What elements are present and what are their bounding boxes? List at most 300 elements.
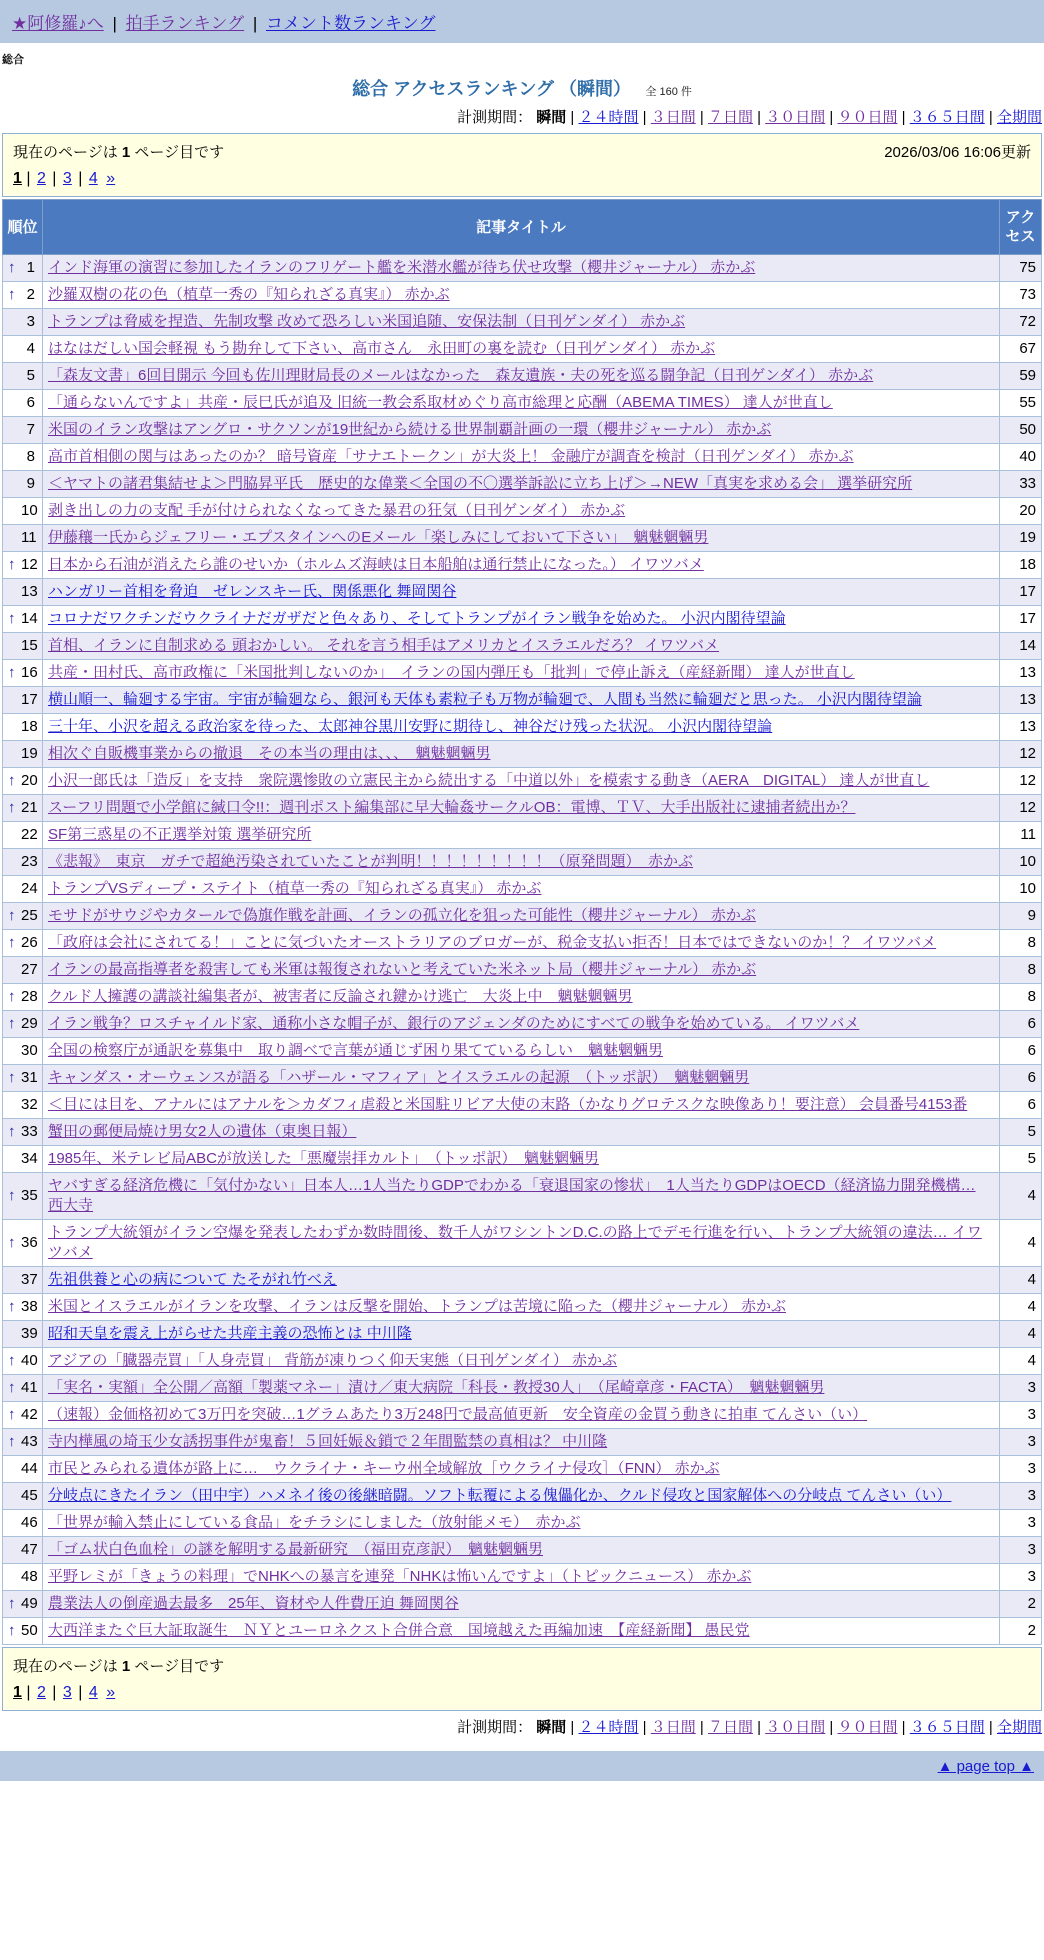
- title-cell: [43, 633, 1000, 660]
- rank-number: 50: [21, 1622, 38, 1639]
- article-link[interactable]: 相次ぐ自販機事業からの撤退 その本当の理由は、、、 魑魅魍魎男: [48, 745, 491, 762]
- title-cell: [43, 1591, 1000, 1618]
- pagination-page[interactable]: 2: [36, 170, 46, 187]
- rank-cell: [3, 687, 43, 714]
- topbar-link[interactable]: 拍手ランキング: [125, 14, 245, 33]
- top-link-bar: ★阿修羅♪へ | 拍手ランキング | コメント数ランキング: [0, 0, 1044, 43]
- article-link[interactable]: 1985年、米テレビ局ABCが放送した「悪魔崇拝カルト」 （トッポ訳） 魑魅魍魎男: [48, 1150, 599, 1167]
- table-row: [3, 1173, 1042, 1220]
- article-link[interactable]: 昭和天皇を震え上がらせた共産主義の恐怖とは 中川隆: [48, 1325, 412, 1342]
- topbar-link[interactable]: ★阿修羅♪へ: [12, 14, 104, 33]
- access-count: 3: [1000, 1483, 1042, 1510]
- access-count: 6: [1000, 1092, 1042, 1119]
- access-count: 13: [1000, 714, 1042, 741]
- access-count: 14: [1000, 633, 1042, 660]
- article-link[interactable]: 「通らないんですよ」共産・辰巳氏が追及 旧統一教会系取材めぐり高市総理と応酬（ABEMA TIMES） 達人が世直し: [48, 394, 833, 411]
- rank-cell: [3, 525, 43, 552]
- rank-cell: [3, 606, 43, 633]
- title-cell: [43, 1173, 1000, 1220]
- up-arrow-icon: ↑: [8, 1298, 16, 1315]
- period-link[interactable]: ７日間: [707, 1719, 753, 1736]
- access-count: 33: [1000, 471, 1042, 498]
- up-arrow-icon: ↑: [8, 1015, 16, 1032]
- rank-cell: [3, 1038, 43, 1065]
- rank-number: 48: [21, 1568, 38, 1585]
- rank-number: 35: [21, 1187, 38, 1204]
- rank-cell: [3, 282, 43, 309]
- rank-number: 42: [21, 1406, 38, 1423]
- title-cell: [43, 1267, 1000, 1294]
- title-cell: [43, 1220, 1000, 1267]
- article-link[interactable]: SF第三惑星の不正選挙対策 選挙研究所: [48, 826, 312, 843]
- rank-cell: [3, 1294, 43, 1321]
- rank-cell: [3, 1537, 43, 1564]
- period-links-bottom: 計測期間： 瞬間 | ２４時間 | ３日間 | ７日間 | ３０日間 | ９０日間 | ３６５日間 | 全期間: [457, 1719, 1042, 1736]
- current-page-number: 1: [121, 144, 131, 161]
- access-count: 4: [1000, 1294, 1042, 1321]
- access-count: 10: [1000, 876, 1042, 903]
- title-cell: [43, 957, 1000, 984]
- table-row: [3, 1220, 1042, 1267]
- period-link[interactable]: 全期間: [996, 109, 1042, 126]
- rank-cell: [3, 1402, 43, 1429]
- period-link[interactable]: ９０日間: [837, 109, 898, 126]
- table-row: [3, 660, 1042, 687]
- rank-number: 39: [21, 1325, 38, 1342]
- article-link[interactable]: ＜ヤマトの諸君集結せよ＞門脇昇平氏 歴史的な偉業＜全国の不〇選挙訴訟に立ち上げ＞→NEW「真実を求める会」 選挙研究所: [48, 475, 913, 492]
- rank-cell: [3, 498, 43, 525]
- up-arrow-icon: ↑: [8, 1595, 16, 1612]
- rank-cell: [3, 1220, 43, 1267]
- rank-number: 6: [26, 394, 35, 411]
- rank-number: 7: [26, 421, 35, 438]
- access-count: 6: [1000, 1065, 1042, 1092]
- pagination-bottom: 1 | 2 | 3 | 4 »: [13, 1684, 116, 1701]
- up-arrow-icon: ↑: [8, 1379, 16, 1396]
- table-row: [3, 471, 1042, 498]
- article-link[interactable]: キャンダス・オーウェンスが語る「ハザール・マフィア」とイスラエルの起源 （トッポ訳） 魑魅魍魎男: [48, 1069, 750, 1086]
- article-link[interactable]: 農業法人の倒産過去最多 25年、資材や人件費圧迫 舞岡関谷: [48, 1595, 459, 1612]
- rank-number: 40: [21, 1352, 38, 1369]
- article-link[interactable]: コロナだワクチンだウクライナだガザだと色々あり、そしてトランプがイラン戦争を始めた。 小沢内閣待望論: [48, 610, 786, 627]
- pagination-page[interactable]: 4: [88, 170, 98, 187]
- article-link[interactable]: アジアの「臓器売買」「人身売買」 背筋が凍りつく仰天実態（日刊ゲンダイ） 赤かぶ: [48, 1352, 618, 1369]
- rank-number: 19: [21, 745, 38, 762]
- rank-cell: [3, 1065, 43, 1092]
- title-cell: [43, 525, 1000, 552]
- article-link[interactable]: インド海軍の演習に参加したイランのフリゲート艦を米潜水艦が待ち伏せ攻撃（櫻井ジャーナル） 赤かぶ: [48, 259, 756, 276]
- article-link[interactable]: 大西洋またぐ巨大証取誕生 ＮＹとユーロネクスト合併合意 国境越えた再編加速 【産経新聞】 愚民党: [48, 1622, 750, 1639]
- pagination-page[interactable]: 3: [62, 1684, 72, 1701]
- up-arrow-icon: ↑: [8, 556, 16, 573]
- rank-cell: [3, 930, 43, 957]
- access-count: 2: [1000, 1591, 1042, 1618]
- title-cell: [43, 390, 1000, 417]
- title-cell: [43, 1510, 1000, 1537]
- article-link[interactable]: ハンガリー首相を脅迫 ゼレンスキー氏、関係悪化 舞岡関谷: [48, 583, 457, 600]
- access-count: 3: [1000, 1402, 1042, 1429]
- article-link[interactable]: イラン戦争？ロスチャイルド家、通称小さな帽子が、銀行のアジェンダのためにすべての戦争を始めている。 イワツバメ: [48, 1015, 860, 1032]
- table-row: [3, 1119, 1042, 1146]
- rank-cell: [3, 1510, 43, 1537]
- rank-cell: [3, 957, 43, 984]
- table-row: [3, 1294, 1042, 1321]
- access-count: 8: [1000, 984, 1042, 1011]
- rank-number: 21: [21, 799, 38, 816]
- rank-number: 15: [21, 637, 38, 654]
- article-link[interactable]: 高市首相側の関与はあったのか？ 暗号資産「サナエトークン」が大炎上！ 金融庁が調査を検討（日刊ゲンダイ） 赤かぶ: [48, 448, 854, 465]
- pagination-page[interactable]: 2: [36, 1684, 46, 1701]
- period-link[interactable]: ２４時間: [578, 1719, 639, 1736]
- rank-number: 5: [26, 367, 35, 384]
- title-cell: [43, 363, 1000, 390]
- up-arrow-icon: ↑: [8, 1069, 16, 1086]
- table-row: [3, 1402, 1042, 1429]
- table-row: [3, 1618, 1042, 1645]
- period-link[interactable]: ７日間: [707, 109, 753, 126]
- rank-cell: [3, 471, 43, 498]
- title-cell: [43, 1456, 1000, 1483]
- rank-number: 30: [21, 1042, 38, 1059]
- access-count: 5: [1000, 1146, 1042, 1173]
- rank-number: 10: [21, 502, 38, 519]
- title-cell: [43, 1618, 1000, 1645]
- title-cell: [43, 1294, 1000, 1321]
- rank-number: 27: [21, 961, 38, 978]
- table-row: [3, 876, 1042, 903]
- pagination-next[interactable]: »: [106, 1684, 116, 1701]
- article-link[interactable]: 横山順一、輪廻する宇宙。宇宙が輪廻なら、銀河も天体も素粒子も万物が輪廻で、人間も当然に輪廻だと思った。 小沢内閣待望論: [48, 691, 922, 708]
- up-arrow-icon: ↑: [8, 1352, 16, 1369]
- rank-cell: [3, 1173, 43, 1220]
- table-row: [3, 1038, 1042, 1065]
- title-cell: [43, 1348, 1000, 1375]
- title-cell: [43, 552, 1000, 579]
- article-link[interactable]: 平野レミが「きょうの料理」でNHKへの暴言を連発「NHKは怖いんですよ」（トピックニュース） 赤かぶ: [48, 1568, 752, 1585]
- table-row: [3, 741, 1042, 768]
- breadcrumb: 総合: [2, 54, 24, 66]
- title-cell: [43, 1038, 1000, 1065]
- article-link[interactable]: 伊藤穰一氏からジェフリー・エプスタインへのEメール「楽しみにしておいて下さい」 魑魅魍魎男: [48, 529, 709, 546]
- rank-cell: [3, 444, 43, 471]
- article-link[interactable]: 米国とイスラエルがイランを攻撃、イランは反撃を開始、トランプは苦境に陥った（櫻井ジャーナル） 赤かぶ: [48, 1298, 786, 1315]
- rank-cell: [3, 822, 43, 849]
- title-line: [0, 69, 1044, 103]
- period-link[interactable]: ３日間: [650, 109, 696, 126]
- rank-cell: [3, 1348, 43, 1375]
- access-count: 4: [1000, 1321, 1042, 1348]
- rank-cell: [3, 1119, 43, 1146]
- table-row: [3, 1564, 1042, 1591]
- rank-cell: [3, 984, 43, 1011]
- access-count: 75: [1000, 255, 1042, 282]
- title-cell: [43, 579, 1000, 606]
- access-count: 20: [1000, 498, 1042, 525]
- table-header-row: [3, 200, 1042, 255]
- rank-number: 32: [21, 1096, 38, 1113]
- article-link[interactable]: 共産・田村氏、高市政権に「米国批判しないのか」 イランの国内弾圧も「批判」で停止訴え（産経新聞） 達人が世直し: [48, 664, 855, 681]
- up-arrow-icon: ↑: [8, 772, 16, 789]
- rank-cell: [3, 1456, 43, 1483]
- access-count: 40: [1000, 444, 1042, 471]
- rank-number: 46: [21, 1514, 38, 1531]
- table-row: [3, 1348, 1042, 1375]
- article-link[interactable]: トランプVSディープ・ステイト（植草一秀の『知られざる真実』） 赤かぶ: [48, 880, 542, 897]
- access-count: 8: [1000, 930, 1042, 957]
- article-link[interactable]: 《悲報》 東京 ガチで超絶汚染されていたことが判明！！！！！！！！！（原発問題） 赤かぶ: [48, 853, 694, 870]
- rank-cell: [3, 660, 43, 687]
- access-count: 11: [1000, 822, 1042, 849]
- table-row: [3, 1591, 1042, 1618]
- table-row: [3, 363, 1042, 390]
- rank-number: 18: [21, 718, 38, 735]
- up-arrow-icon: ↑: [8, 1406, 16, 1423]
- rank-number: 44: [21, 1460, 38, 1477]
- rank-number: 37: [21, 1271, 38, 1288]
- table-row: [3, 1092, 1042, 1119]
- pagination-next[interactable]: »: [106, 170, 116, 187]
- title-cell: [43, 768, 1000, 795]
- table-row: [3, 930, 1042, 957]
- article-link[interactable]: 「世界が輸入禁止にしている食品」をチラシにしました（放射能メモ） 赤かぶ: [48, 1514, 581, 1531]
- article-link[interactable]: 寺内樺風の埼玉少女誘拐事件が鬼畜！５回妊娠＆鎖で２年間監禁の真相は？ 中川隆: [48, 1433, 608, 1450]
- article-link[interactable]: 全国の検察庁が通訳を募集中 取り調べで言葉が通じず困り果てているらしい 魑魅魍魎男: [48, 1042, 664, 1059]
- title-cell: [43, 255, 1000, 282]
- title-cell: [43, 1092, 1000, 1119]
- article-link[interactable]: 米国のイラン攻撃はアングロ・サクソンが19世紀から続ける世界制覇計画の一環（櫻井ジャーナル） 赤かぶ: [48, 421, 772, 438]
- rank-cell: [3, 255, 43, 282]
- article-link[interactable]: 蟹田の郵便局焼け男女2人の遺体（東奥日報）: [48, 1123, 357, 1140]
- rank-cell: [3, 1092, 43, 1119]
- access-count: 17: [1000, 606, 1042, 633]
- ranking-table: [2, 199, 1042, 1645]
- title-cell: [43, 1065, 1000, 1092]
- rank-number: 49: [21, 1595, 38, 1612]
- rank-cell: [3, 795, 43, 822]
- rank-cell: [3, 903, 43, 930]
- rank-number: 16: [21, 664, 38, 681]
- up-arrow-icon: ↑: [8, 934, 16, 951]
- period-link[interactable]: 全期間: [996, 1719, 1042, 1736]
- table-row: [3, 417, 1042, 444]
- access-count: 12: [1000, 795, 1042, 822]
- access-count: 4: [1000, 1220, 1042, 1267]
- table-row: [3, 1011, 1042, 1038]
- article-link[interactable]: 先祖供養と心の病について たそがれ竹べえ: [48, 1271, 337, 1288]
- title-cell: [43, 309, 1000, 336]
- up-arrow-icon: ↑: [8, 907, 16, 924]
- article-link[interactable]: （速報）金価格初めて3万円を突破…1グラムあたり3万248円で最高値更新 安全資産の金買う動きに拍車 てんさい（い）: [48, 1406, 868, 1423]
- rank-cell: [3, 417, 43, 444]
- col-access: アクセス: [1000, 200, 1042, 255]
- rank-number: 2: [26, 286, 35, 303]
- total-count: 全 160 件: [645, 86, 692, 98]
- title-cell: [43, 714, 1000, 741]
- article-link[interactable]: 「森友文書」6回目開示 今回も佐川理財局長のメールはなかった 森友遺族・夫の死を巡る闘争記（日刊ゲンダイ） 赤かぶ: [48, 367, 874, 384]
- current-page-text: 現在のページは 1 ページ目です: [13, 1658, 225, 1675]
- table-row: [3, 579, 1042, 606]
- article-link[interactable]: 日本から石油が消えたら誰のせいか（ホルムズ海峡は日本船舶は通行禁止になった。） イワツバメ: [48, 556, 704, 573]
- info-box-bottom: [2, 1647, 1042, 1711]
- rank-number: 45: [21, 1487, 38, 1504]
- article-link[interactable]: ヤバすぎる経済危機に「気付かない」日本人…1人当たりGDPでわかる「衰退国家の惨状」 1人当たりGDPはOECD（経済協力開発機構… 西大寺: [48, 1177, 976, 1214]
- up-arrow-icon: ↑: [8, 610, 16, 627]
- article-link[interactable]: トランプは脅威を捏造、先制攻撃 改めて恐ろしい米国追随、安保法制（日刊ゲンダイ） 赤かぶ: [48, 313, 686, 330]
- article-link[interactable]: クルド人擁護の講談社編集者が、被害者に反論され鍵かけ逃亡 大炎上中 魑魅魍魎男: [48, 988, 633, 1005]
- title-cell: [43, 687, 1000, 714]
- rank-number: 9: [26, 475, 35, 492]
- article-link[interactable]: ＜目には目を、アナルにはアナルを＞カダフィ虐殺と米国駐リビア大使の末路（かなりグロテスクな映像あり！要注意） 会員番号4153番: [48, 1096, 968, 1113]
- period-link[interactable]: ３０日間: [765, 109, 826, 126]
- period-link[interactable]: ９０日間: [837, 1719, 898, 1736]
- table-row: [3, 768, 1042, 795]
- article-link[interactable]: 「ゴム状白色血栓」の謎を解明する最新研究 （福田克彦訳） 魑魅魍魎男: [48, 1541, 544, 1558]
- col-title: 記事タイトル: [43, 200, 1000, 255]
- article-link[interactable]: 分岐点にきたイラン（田中宇）ハメネイ後の後継暗闘。ソフト転覆による傀儡化か、クルド侵攻と国家解体への分岐点 てんさい（い）: [48, 1487, 952, 1504]
- info-box-top: [2, 133, 1042, 197]
- title-cell: [43, 1537, 1000, 1564]
- pagination-page[interactable]: 4: [88, 1684, 98, 1701]
- access-count: 4: [1000, 1173, 1042, 1220]
- title-cell: [43, 660, 1000, 687]
- title-cell: [43, 822, 1000, 849]
- access-count: 3: [1000, 1456, 1042, 1483]
- page-top-link[interactable]: ▲ page top ▲: [937, 1757, 1034, 1775]
- rank-cell: [3, 768, 43, 795]
- table-row: [3, 1146, 1042, 1173]
- period-link[interactable]: ３日間: [650, 1719, 696, 1736]
- article-link[interactable]: 市民とみられる遺体が路上に… ウクライナ・キーウ州全域解放［ウクライナ侵攻］（FNN） 赤かぶ: [48, 1460, 720, 1477]
- access-count: 6: [1000, 1038, 1042, 1065]
- access-count: 10: [1000, 849, 1042, 876]
- rank-number: 33: [21, 1123, 38, 1140]
- article-link[interactable]: 「実名・実額」全公開／高額「製薬マネー」漬け／東大病院「科長・教授30人」 （尾崎章彦・FACTA） 魑魅魍魎男: [48, 1379, 825, 1396]
- article-link[interactable]: 三十年、小沢を超える政治家を待った、太郎神谷黒川安野に期待し、神谷だけ残った状況。 小沢内閣待望論: [48, 718, 773, 735]
- access-count: 17: [1000, 579, 1042, 606]
- table-row: [3, 1429, 1042, 1456]
- table-row: [3, 390, 1042, 417]
- table-row: [3, 849, 1042, 876]
- up-arrow-icon: ↑: [8, 1123, 16, 1140]
- rank-number: 12: [21, 556, 38, 573]
- access-count: 2: [1000, 1618, 1042, 1645]
- pagination-current: 1: [13, 1684, 22, 1701]
- rank-cell: [3, 1011, 43, 1038]
- title-cell: [43, 498, 1000, 525]
- up-arrow-icon: ↑: [8, 1234, 16, 1251]
- article-link[interactable]: トランプ大統領がイラン空爆を発表したわずか数時間後、数千人がワシントンD.C.の路上でデモ行進を行い、トランプ大統領の違法… イワツバメ: [48, 1224, 982, 1261]
- rank-number: 11: [21, 529, 37, 546]
- access-count: 9: [1000, 903, 1042, 930]
- title-cell: [43, 1429, 1000, 1456]
- rank-number: 24: [21, 880, 38, 897]
- table-row: [3, 1483, 1042, 1510]
- period-link[interactable]: ３６５日間: [909, 1719, 985, 1736]
- rank-number: 38: [21, 1298, 38, 1315]
- up-arrow-icon: ↑: [8, 988, 16, 1005]
- article-link[interactable]: 沙羅双樹の花の色（植草一秀の『知られざる真実』） 赤かぶ: [48, 286, 450, 303]
- title-cell: [43, 849, 1000, 876]
- article-link[interactable]: 剥き出しの力の支配 手が付けられなくなってきた暴君の狂気（日刊ゲンダイ） 赤かぶ: [48, 502, 626, 519]
- rank-number: 36: [21, 1234, 38, 1251]
- rank-cell: [3, 336, 43, 363]
- rank-number: 31: [21, 1069, 38, 1086]
- article-link[interactable]: モサドがサウジやカタールで偽旗作戦を計画、イランの孤立化を狙った可能性（櫻井ジャーナル） 赤かぶ: [48, 907, 756, 924]
- table-row: [3, 336, 1042, 363]
- table-row: [3, 1375, 1042, 1402]
- rank-number: 34: [21, 1150, 38, 1167]
- article-link[interactable]: スーフリ問題で小学館に緘口令!!：週刊ポスト編集部に早大輪姦サークルOB：電博、ＴＶ、大手出版社に逮捕者続出か？: [48, 799, 856, 816]
- access-count: 59: [1000, 363, 1042, 390]
- period-link[interactable]: ２４時間: [578, 109, 639, 126]
- rank-cell: [3, 849, 43, 876]
- access-count: 72: [1000, 309, 1042, 336]
- access-count: 12: [1000, 768, 1042, 795]
- period-link[interactable]: ３０日間: [765, 1719, 826, 1736]
- rank-number: 17: [21, 691, 38, 708]
- rank-cell: [3, 309, 43, 336]
- table-row: [3, 687, 1042, 714]
- access-count: 4: [1000, 1348, 1042, 1375]
- access-count: 19: [1000, 525, 1042, 552]
- page-title: 総合 アクセスランキング （瞬間）: [352, 79, 631, 99]
- rank-cell: [3, 1429, 43, 1456]
- title-cell: [43, 1146, 1000, 1173]
- current-page-number: 1: [121, 1658, 131, 1675]
- table-row: [3, 1537, 1042, 1564]
- rank-cell: [3, 1267, 43, 1294]
- table-row: [3, 552, 1042, 579]
- table-row: [3, 1510, 1042, 1537]
- period-links-top: 計測期間： 瞬間 | ２４時間 | ３日間 | ７日間 | ３０日間 | ９０日間 | ３６５日間 | 全期間: [457, 109, 1042, 126]
- title-cell: [43, 417, 1000, 444]
- access-count: 8: [1000, 957, 1042, 984]
- access-count: 12: [1000, 741, 1042, 768]
- title-cell: [43, 903, 1000, 930]
- topbar-link[interactable]: コメント数ランキング: [266, 14, 436, 33]
- title-cell: [43, 795, 1000, 822]
- rank-number: 26: [21, 934, 38, 951]
- article-link[interactable]: 小沢一郎氏は「造反」を支持 衆院選惨敗の立憲民主から続出する「中道以外」を模索する動き（AERA DIGITAL） 達人が世直し: [48, 772, 930, 789]
- access-count: 13: [1000, 660, 1042, 687]
- page-top-bar: [0, 1751, 1044, 1781]
- period-link[interactable]: ３６５日間: [909, 109, 985, 126]
- table-row: [3, 1456, 1042, 1483]
- pagination-top: 1 | 2 | 3 | 4 »: [13, 170, 116, 187]
- access-count: 5: [1000, 1119, 1042, 1146]
- article-link[interactable]: 「政府は会社にされてる！」ことに気づいたオーストラリアのブロガーが、税金支払い拒否！日本ではできないのか！？ イワツバメ: [48, 934, 937, 951]
- title-cell: [43, 336, 1000, 363]
- rank-cell: [3, 1483, 43, 1510]
- table-row: [3, 498, 1042, 525]
- table-row: [3, 795, 1042, 822]
- up-arrow-icon: ↑: [8, 1187, 16, 1204]
- access-count: 13: [1000, 687, 1042, 714]
- pagination-page[interactable]: 3: [62, 170, 72, 187]
- title-cell: [43, 1011, 1000, 1038]
- rank-number: 47: [21, 1541, 38, 1558]
- article-link[interactable]: イランの最高指導者を殺害しても米軍は報復されないと考えていた米ネット局（櫻井ジャーナル） 赤かぶ: [48, 961, 757, 978]
- article-link[interactable]: 首相、イランに自制求める 頭おかしい。 それを言う相手はアメリカとイスラエルだろ？ イワツバメ: [48, 637, 720, 654]
- rank-number: 29: [21, 1015, 38, 1032]
- current-page-text: 現在のページは 1 ページ目です: [13, 144, 225, 161]
- article-link[interactable]: はなはだしい国会軽視 もう勘弁して下さい、高市さん 永田町の裏を読む（日刊ゲンダイ） 赤かぶ: [48, 340, 716, 357]
- title-cell: [43, 1321, 1000, 1348]
- rank-number: 41: [21, 1379, 38, 1396]
- rank-number: 14: [21, 610, 38, 627]
- title-cell: [43, 1402, 1000, 1429]
- title-cell: [43, 282, 1000, 309]
